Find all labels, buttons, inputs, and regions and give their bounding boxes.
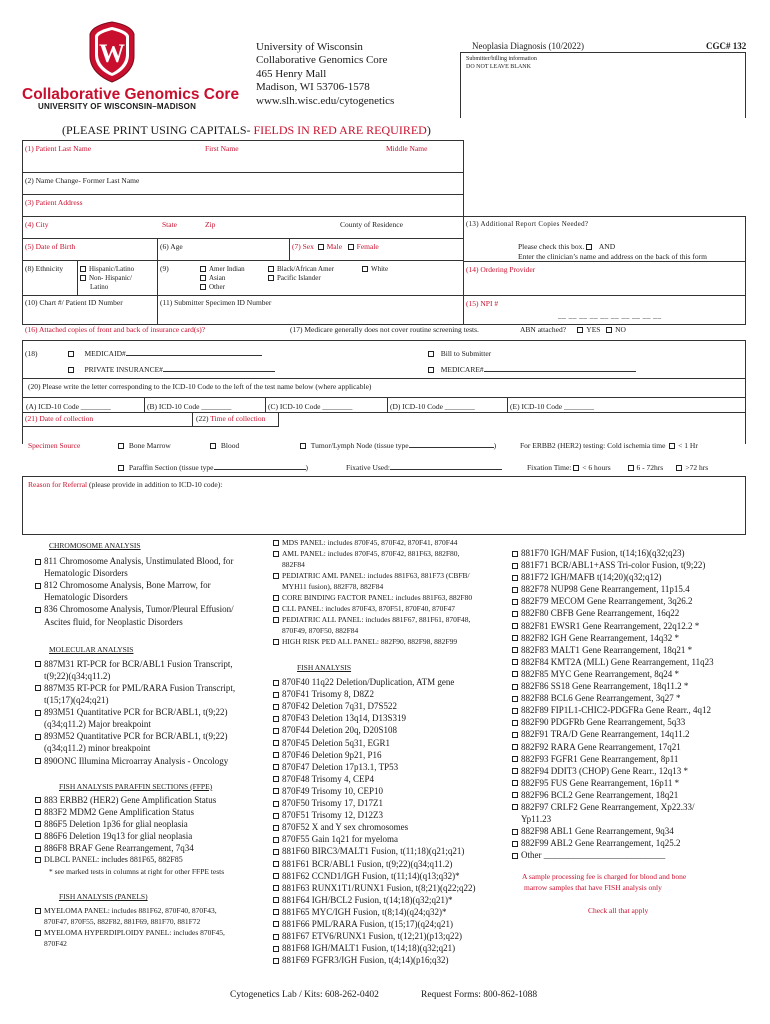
- fish-test-5[interactable]: 870F45 Deletion 5q31, EGR1: [273, 737, 476, 749]
- ethnicity-label: (8) Ethnicity: [25, 264, 64, 273]
- fish-test-2[interactable]: 870F42 Deletion 7q31, D7S522: [273, 700, 476, 712]
- gene-test-12[interactable]: 882F88 BCL6 Gene Rearrangement, 3q27 *: [512, 692, 714, 704]
- fish-test-12[interactable]: 870F52 X and Y sex chromosomes: [273, 821, 476, 833]
- gene-test-4[interactable]: 882F79 MECOM Gene Rearrangement, 3q26.2: [512, 595, 714, 607]
- female-checkbox[interactable]: [348, 244, 354, 250]
- crest-icon: [86, 20, 138, 84]
- gene-test-20[interactable]: 882F96 BCL2 Gene Rearrangement, 18q21: [512, 789, 714, 801]
- patient-address-label: (3) Patient Address: [25, 198, 83, 207]
- gene-test-1[interactable]: 881F71 BCR/ABL1+ASS Tri-color Fusion, t(9;22): [512, 559, 714, 571]
- fish-test-4[interactable]: 870F44 Deletion 20q, D20S108: [273, 724, 476, 736]
- gene-test-15[interactable]: 882F91 TRA/D Gene Rearrangement, 14q11.2: [512, 728, 714, 740]
- address-line-5: www.slh.wisc.edu/cytogenetics: [256, 95, 395, 107]
- 6-72-checkbox[interactable]: [628, 465, 634, 471]
- check-all-note: Check all that apply: [588, 906, 649, 916]
- fish-test-0[interactable]: 870F40 11q22 Deletion/Duplication, ATM gene: [273, 676, 476, 688]
- fee-note-1: A sample processing fee is charged for blood and bone: [522, 872, 687, 882]
- gene-test-13[interactable]: 882F89 FIP1L1-CHIC2-PDGFRa Gene Rearr., 4q12: [512, 704, 714, 716]
- other-race-checkbox[interactable]: [200, 284, 206, 290]
- medicaid-input[interactable]: [126, 355, 262, 356]
- test-ped-all-panel-cont: 870F49, 870F50, 882F84: [282, 626, 359, 635]
- icd-a-field[interactable]: (A) ICD-10 Code ________: [26, 402, 111, 411]
- medicaid-field: MEDICAID#: [68, 350, 262, 358]
- insurance-attached-label: (16) Attached copies of front and back of insurance card(s)?: [25, 325, 206, 334]
- fish-panels-title: FISH ANALYSIS (PANELS): [59, 892, 148, 902]
- private-insurance-checkbox[interactable]: [68, 367, 74, 373]
- patient-middle-name-label: Middle Name: [386, 144, 428, 153]
- gene-rearrangement-list: [512, 547, 714, 861]
- patient-last-name-label: (1) Patient Last Name: [25, 144, 92, 153]
- test-myeloma-hyperdiploidy-cont: 870F42: [44, 939, 67, 949]
- lt1hr-checkbox[interactable]: [669, 443, 675, 449]
- test-myeloma-hyperdiploidy[interactable]: MYELOMA HYPERDIPLOIDY PANEL: includes 870F45,: [35, 927, 235, 938]
- blood-option: Blood: [210, 442, 239, 450]
- age-label: (6) Age: [160, 242, 183, 251]
- medicare-checkbox[interactable]: [428, 367, 434, 373]
- collection-time-label: (22) Time of collection: [196, 414, 266, 423]
- fixative-input[interactable]: [390, 469, 502, 470]
- copies-checkbox[interactable]: [586, 244, 592, 250]
- abn-no-checkbox[interactable]: [606, 327, 612, 333]
- test-cbf-panel[interactable]: CORE BINDING FACTOR PANEL: includes 881F63, 882F80: [273, 592, 476, 603]
- gene-test-0[interactable]: 881F70 IGH/MAF Fusion, t(14;16)(q32;q23): [512, 547, 714, 559]
- gene-test-3[interactable]: 882F78 NUP98 Gene Rearrangement, 11p15.4: [512, 583, 714, 595]
- paraffin-checkbox[interactable]: [118, 465, 124, 471]
- abn-field: ABN attached? YES NO: [520, 325, 626, 334]
- logo-title: Collaborative Genomics Core: [22, 86, 240, 103]
- erbb2-cold-ischemia: For ERBB2 (HER2) testing: Cold ischemia time < 1 Hr: [520, 441, 698, 450]
- test-887m31[interactable]: 887M31 RT-PCR for BCR/ABL1 Fusion Transcript,: [35, 658, 235, 670]
- test-myeloma-panel-cont: 870F47, 870F55, 882F82, 881F69, 881F70, 881F72: [44, 917, 201, 927]
- svg-text:W: W: [99, 39, 125, 68]
- fish-test-23[interactable]: 881F69 FGFR3/IGH Fusion, t(4;14)(p16;q32): [273, 954, 476, 966]
- test-812[interactable]: 812 Chromosome Analysis, Bone Marrow, for: [35, 579, 235, 591]
- copies-instructions: Enter the clinician’s name and address on the back of this form: [518, 252, 707, 261]
- medicare-field: MEDICARE#: [428, 366, 636, 374]
- tumor-option: Tumor/Lymph Node (tissue type ): [300, 442, 496, 450]
- ffpe-title: FISH ANALYSIS PARAFFIN SECTIONS (FFPE): [59, 781, 213, 791]
- test-893m52[interactable]: 893M52 Quantitative PCR for BCR/ABL1, t(9;22): [35, 730, 235, 742]
- test-887m35[interactable]: 887M35 RT-PCR for PML/RARA Fusion Transcript,: [35, 682, 235, 694]
- gene-test-17[interactable]: 882F93 FGFR1 Gene Rearrangement, 8p11: [512, 753, 714, 765]
- private-insurance-input[interactable]: [163, 371, 275, 372]
- gene-test-7[interactable]: 882F82 IGH Gene Rearrangement, 14q32 *: [512, 632, 714, 644]
- npi-label: (15) NPI #: [466, 299, 499, 308]
- test-836-cont: Ascites fluid, for Neoplastic Disorders: [44, 616, 183, 627]
- bone-marrow-option: Bone Marrow: [118, 442, 171, 450]
- fish-test-7[interactable]: 870F47 Deletion 17p13.1, TP53: [273, 761, 476, 773]
- medicare-note: (17) Medicare generally does not cover routine screening tests.: [290, 325, 479, 334]
- fish-test-16[interactable]: 881F62 CCND1/IGH Fusion, t(11;14)(q13;q32)*: [273, 870, 476, 882]
- specimen-source-label: Specimen Source: [28, 441, 81, 450]
- gene-test-10[interactable]: 882F85 MYC Gene Rearrangement, 8q24 *: [512, 668, 714, 680]
- test-811[interactable]: 811 Chromosome Analysis, Unstimulated Blood, for: [35, 555, 235, 567]
- ordering-provider-label: (14) Ordering Provider: [466, 265, 536, 274]
- reason-for-referral-label: Reason for Referral (please provide in addition to ICD-10 code):: [28, 480, 223, 489]
- fish-test-15[interactable]: 881F61 BCR/ABL1 Fusion, t(9;22)(q34;q11.2): [273, 858, 476, 870]
- additional-copies-label: (13) Additional Report Copies Needed?: [466, 220, 589, 228]
- test-aml-panel[interactable]: AML PANEL: includes 870F45, 870F42, 881F63, 882F80,: [273, 548, 476, 559]
- gt72-checkbox[interactable]: [676, 465, 682, 471]
- ethnicity-options: Hispanic/Latino Non- Hispanic/ Latino: [80, 265, 134, 292]
- race-label: (9): [160, 264, 169, 273]
- fish-test-6[interactable]: 870F46 Deletion 9p21, P16: [273, 749, 476, 761]
- ffpe-note: * see marked tests in columns at right for other FFPE tests: [49, 867, 225, 877]
- icd-c-field[interactable]: (C) ICD-10 Code ________: [268, 402, 353, 411]
- gene-test-21[interactable]: 882F97 CRLF2 Gene Rearrangement, Xp22.33/: [512, 801, 714, 813]
- state-label: State: [162, 220, 177, 229]
- gene-test-24[interactable]: 882F99 ABL2 Gene Rearrangement, 1q25.2: [512, 837, 714, 849]
- fish-test-17[interactable]: 881F63 RUNX1T1/RUNX1 Fusion, t(8;21)(q22;q22): [273, 882, 476, 894]
- test-883f2[interactable]: 883F2 MDM2 Gene Amplification Status: [35, 806, 235, 818]
- npi-dashes: __ __ __ __ __ __ __ __ __ __: [558, 311, 662, 320]
- fish-test-13[interactable]: 870F55 Gain 1q21 for myeloma: [273, 833, 476, 845]
- gene-test-23[interactable]: 882F98 ABL1 Gene Rearrangement, 9q34: [512, 825, 714, 837]
- test-ped-aml-panel-cont: MYH11 fusion), 882F78, 882F84: [282, 582, 384, 591]
- chart-number-label: (10) Chart #/ Patient ID Number: [25, 298, 123, 307]
- fish-analysis-title: FISH ANALYSIS: [297, 663, 352, 672]
- gene-test-2[interactable]: 881F72 IGH/MAFB t(14;20)(q32;q12): [512, 571, 714, 583]
- amer-indian-checkbox[interactable]: [200, 266, 206, 272]
- lt6-checkbox[interactable]: [573, 465, 579, 471]
- race-options-3: White: [362, 265, 388, 274]
- male-checkbox[interactable]: [318, 244, 324, 250]
- icd-d-field[interactable]: (D) ICD-10 Code ________: [390, 402, 475, 411]
- address-line-3: 465 Henry Mall: [256, 68, 327, 80]
- print-instructions: (PLEASE PRINT USING CAPITALS- FIELDS IN RED ARE REQUIRED): [62, 123, 431, 137]
- race-options-2: Black/African Amer Pacific Islander: [268, 265, 334, 283]
- collection-date-label: (21) Date of collection: [25, 414, 94, 423]
- test-811-cont: Hematologic Disorders: [44, 568, 128, 579]
- hispanic-checkbox[interactable]: [80, 266, 86, 272]
- name-change-label: (2) Name Change- Former Last Name: [25, 176, 140, 185]
- gene-test-25[interactable]: Other ___________________________: [512, 849, 714, 861]
- private-insurance-field: PRIVATE INSURANCE#: [68, 366, 275, 374]
- zip-label: Zip: [205, 220, 216, 229]
- gene-test-cont-22: Yp11.23: [521, 814, 552, 825]
- bill-submitter-field: Bill to Submitter: [428, 350, 491, 358]
- molecular-analysis-title: MOLECULAR ANALYSIS: [49, 644, 134, 654]
- address-line-2: Collaborative Genomics Core: [256, 54, 388, 66]
- paraffin-option: Paraffin Section (tissue type ): [118, 464, 308, 472]
- gene-test-19[interactable]: 882F95 FUS Gene Rearrangement, 16p11 *: [512, 777, 714, 789]
- bill-submitter-checkbox[interactable]: [428, 351, 434, 357]
- black-checkbox[interactable]: [268, 266, 274, 272]
- patient-first-name-label: First Name: [205, 144, 239, 153]
- fish-test-19[interactable]: 881F65 MYC/IGH Fusion, t(8;14)(q24;q32)*: [273, 906, 476, 918]
- footer-request-phone: Request Forms: 800-862-1088: [421, 990, 538, 1000]
- gene-test-14[interactable]: 882F90 PDGFRb Gene Rearrangement, 5q33: [512, 716, 714, 728]
- form-id: CGC# 132: [706, 41, 747, 51]
- test-886f8[interactable]: 886F8 BRAF Gene Rearrangement, 7q34: [35, 842, 235, 854]
- test-dlbcl-panel[interactable]: DLBCL PANEL: includes 881F65, 882F85: [35, 854, 235, 866]
- medicaid-checkbox[interactable]: [68, 351, 74, 357]
- fixation-time-field: Fixation Time: < 6 hours 6 - 72hrs >72 hrs: [527, 463, 709, 472]
- icd-e-field[interactable]: (E) ICD-10 Code ________: [510, 402, 594, 411]
- gene-test-16[interactable]: 882F92 RARA Gene Rearrangement, 17q21: [512, 741, 714, 753]
- non-hispanic-checkbox[interactable]: [80, 275, 86, 281]
- fish-test-18[interactable]: 881F64 IGH/BCL2 Fusion, t(14;18)(q32;q21)*: [273, 894, 476, 906]
- icd-b-field[interactable]: (B) ICD-10 Code ________: [147, 402, 232, 411]
- test-column-3: [512, 547, 714, 916]
- chromosome-analysis-title: CHROMOSOME ANALYSIS: [49, 541, 141, 550]
- test-883[interactable]: 883 ERBB2 (HER2) Gene Amplification Status: [35, 794, 235, 806]
- paraffin-type-input[interactable]: [214, 469, 306, 470]
- test-890onc[interactable]: 890ONC Illumina Microarray Analysis - Oncology: [35, 755, 235, 767]
- test-812-cont: Hematologic Disorders: [44, 592, 128, 603]
- fish-test-14[interactable]: 881F60 BIRC3/MALT1 Fusion, t(11;18)(q21;q21): [273, 845, 476, 857]
- fish-test-9[interactable]: 870F49 Trisomy 10, CEP10: [273, 785, 476, 797]
- test-aml-panel-cont: 882F84: [282, 560, 305, 569]
- white-checkbox[interactable]: [362, 266, 368, 272]
- fish-test-10[interactable]: 870F50 Trisomy 17, D17Z1: [273, 797, 476, 809]
- dob-label: (5) Date of Birth: [25, 242, 76, 251]
- fish-test-11[interactable]: 870F51 Trisomy 12, D12Z3: [273, 809, 476, 821]
- gene-test-11[interactable]: 882F86 SS18 Gene Rearrangement, 18q11.2 *: [512, 680, 714, 692]
- test-mds-panel[interactable]: MDS PANEL: includes 870F45, 870F42, 870F41, 870F44: [273, 537, 476, 548]
- race-options-1: Amer Indian Asian Other: [200, 265, 245, 292]
- bone-marrow-checkbox[interactable]: [118, 443, 124, 449]
- abn-yes-checkbox[interactable]: [577, 327, 583, 333]
- fish-test-list: [273, 676, 476, 966]
- insurance-18-label: (18): [25, 349, 38, 358]
- gene-test-6[interactable]: 882F81 EWSR1 Gene Rearrangement, 22q12.2 *: [512, 620, 714, 632]
- city-label: (4) City: [25, 220, 49, 229]
- test-886f5[interactable]: 886F5 Deletion 1p36 for glial neoplasia: [35, 818, 235, 830]
- test-myeloma-panel[interactable]: MYELOMA PANEL: includes 881F62, 870F40, 870F43,: [35, 905, 235, 916]
- fee-note-2: marrow samples that have FISH analysis only: [524, 883, 662, 893]
- medicare-input[interactable]: [484, 371, 636, 372]
- test-high-risk-ped-all[interactable]: HIGH RISK PED ALL PANEL: 882F90, 882F98, 882F99: [273, 636, 476, 647]
- test-893m52-cont: (q34;q11.2) minor breakpoint: [44, 743, 151, 754]
- test-cll-panel[interactable]: CLL PANEL: includes 870F43, 870F51, 870F40, 870F47: [273, 603, 476, 614]
- copies-check-line: Please check this box. AND: [518, 242, 616, 251]
- blood-checkbox[interactable]: [210, 443, 216, 449]
- test-893m51-cont: (q34;q11.2) Major breakpoint: [44, 719, 151, 730]
- tumor-checkbox[interactable]: [300, 443, 306, 449]
- icd-instructions: (20) Please write the letter corresponding to the ICD-10 Code to the left of the test name below (where applicable): [28, 382, 372, 391]
- gene-test-8[interactable]: 882F83 MALT1 Gene Rearrangement, 18q21 *: [512, 644, 714, 656]
- fixative-field: Fixative Used:: [346, 464, 502, 472]
- gene-test-9[interactable]: 882F84 KMT2A (MLL) Gene Rearrangement, 11q23: [512, 656, 714, 668]
- pacific-checkbox[interactable]: [268, 275, 274, 281]
- test-886f6[interactable]: 886F6 Deletion 19q13 for glial neoplasia: [35, 830, 235, 842]
- specimen-number-label: (11) Submitter Specimen ID Number: [160, 298, 272, 307]
- asian-checkbox[interactable]: [200, 275, 206, 281]
- billing-info-label: Submitter/billing information: [466, 56, 537, 62]
- fish-test-3[interactable]: 870F43 Deletion 13q14, D13S319: [273, 712, 476, 724]
- form-title: Neoplasia Diagnosis (10/2022): [472, 41, 584, 51]
- county-label: County of Residence: [340, 220, 403, 229]
- test-ped-all-panel[interactable]: PEDIATRIC ALL PANEL: includes 881F67, 881F61, 870F48,: [273, 614, 476, 625]
- fish-test-21[interactable]: 881F67 ETV6/RUNX1 Fusion, t(12;21)(p13;q22): [273, 930, 476, 942]
- address-line-4: Madison, WI 53706-1578: [256, 81, 370, 93]
- gene-test-18[interactable]: 882F94 DDIT3 (CHOP) Gene Rearr., 12q13 *: [512, 765, 714, 777]
- tumor-type-input[interactable]: [409, 447, 494, 448]
- fish-test-20[interactable]: 881F66 PML/RARA Fusion, t(15;17)(q24;q21): [273, 918, 476, 930]
- fish-test-8[interactable]: 870F48 Trisomy 4, CEP4: [273, 773, 476, 785]
- test-887m35-cont: t(15;17)(q24;q21): [44, 695, 109, 706]
- test-893m51[interactable]: 893M51 Quantitative PCR for BCR/ABL1, t(9;22): [35, 706, 235, 718]
- footer-lab-phone: Cytogenetics Lab / Kits: 608-262-0402: [230, 990, 379, 1000]
- logo-subtitle: UNIVERSITY OF WISCONSIN–MADISON: [38, 102, 197, 111]
- test-887m31-cont: t(9;22)(q34;q11.2): [44, 670, 111, 681]
- gene-test-5[interactable]: 882F80 CBFB Gene Rearrangement, 16q22: [512, 607, 714, 619]
- test-column-2: [273, 537, 476, 966]
- billing-warning: DO NOT LEAVE BLANK: [466, 64, 531, 70]
- uw-crest-logo: [86, 20, 138, 84]
- address-line-1: University of Wisconsin: [256, 41, 363, 53]
- test-column-1: [35, 540, 235, 949]
- test-836[interactable]: 836 Chromosome Analysis, Tumor/Pleural Effusion/: [35, 603, 235, 615]
- fish-test-1[interactable]: 870F41 Trisomy 8, D8Z2: [273, 688, 476, 700]
- test-ped-aml-panel[interactable]: PEDIATRIC AML PANEL: includes 881F63, 881F73 (CBFB/: [273, 570, 476, 581]
- fish-test-22[interactable]: 881F68 IGH/MALT1 Fusion, t(14;18)(q32;q21): [273, 942, 476, 954]
- sex-field: (7) Sex Male Female: [292, 242, 379, 251]
